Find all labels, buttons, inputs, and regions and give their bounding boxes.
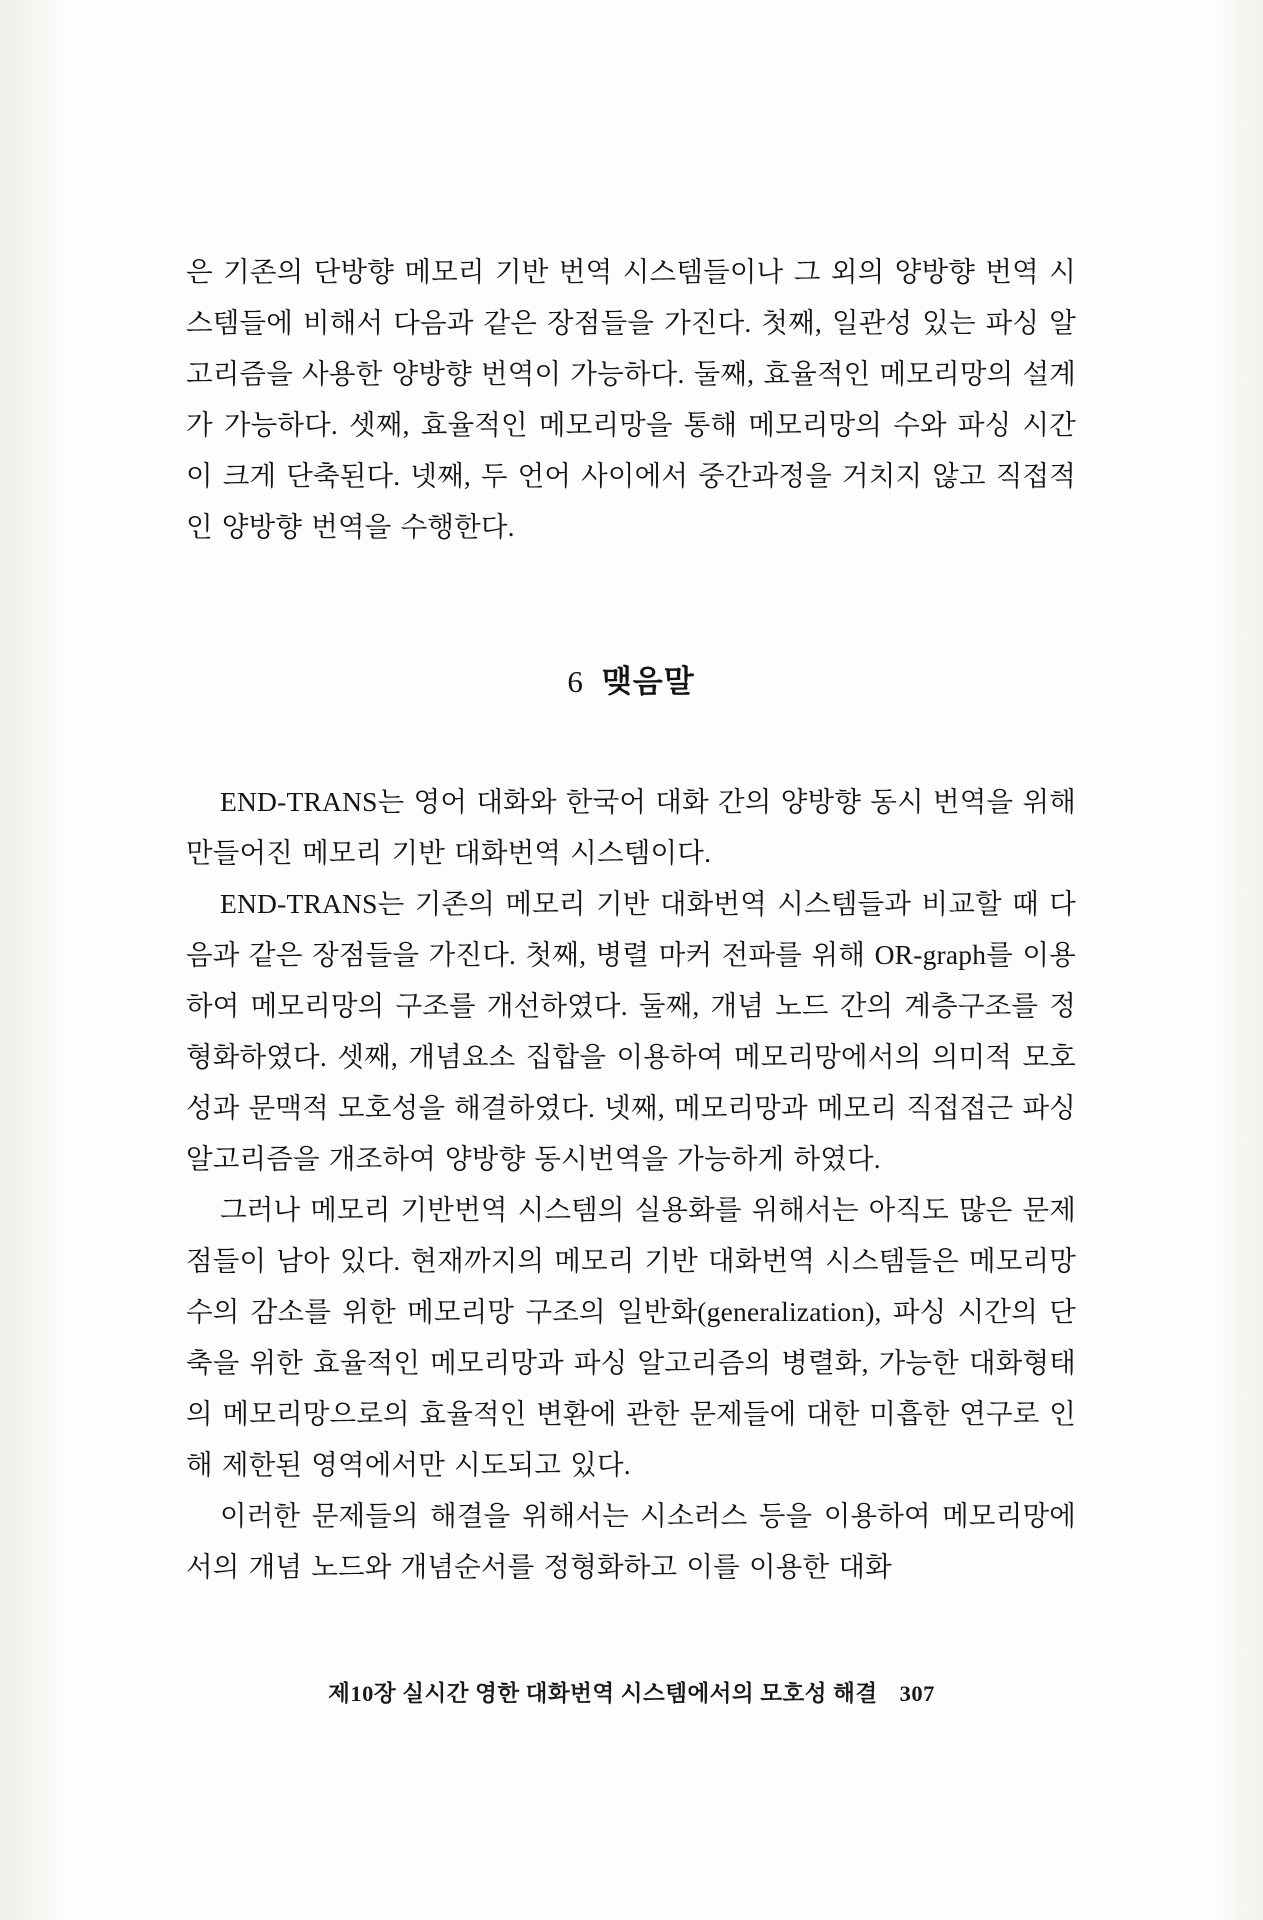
section-heading [186, 660, 1076, 704]
page-content [186, 246, 1076, 1592]
section-number: 6 [567, 664, 584, 699]
section-title: 맺음말 [601, 664, 695, 699]
page-footer [0, 1676, 1263, 1708]
paragraph-2: END-TRANS는 기존의 메모리 기반 대화번역 시스템들과 비교할 때 다음과 같은 장점들을 가진다. 첫째, 병렬 마커 전파를 위해 OR-graph를 이용하여 메모리망의 구조를 개선하였다. 둘째, 개념 노드 간의 계층구조를 정형화하였다. 셋째, 개념요소 집합을 이용하여 메모리망에서의 의미적 모호성과 문맥적 모호성을 해결하였다. 넷째, 메모리망과 메모리 직접접근 파싱 알고리즘을 개조하여 양방향 동시번역을 가능하게 하였다. [186, 888, 1076, 1174]
paragraph-4: 이러한 문제들의 해결을 위해서는 시소러스 등을 이용하여 메모리망에서의 개념 노드와 개념순서를 정형화하고 이를 이용한 대화 [186, 1500, 1076, 1582]
continued-paragraph: 은 기존의 단방향 메모리 기반 번역 시스템들이나 그 외의 양방향 번역 시스템들에 비해서 다음과 같은 장점들을 가진다. 첫째, 일관성 있는 파싱 알고리즘을 사용한 양방향 번역이 가능하다. 둘째, 효율적인 메모리망의 설계가 가능하다. 셋째, 효율적인 메모리망을 통해 메모리망의 수와 파싱 시간이 크게 단축된다. 넷째, 두 언어 사이에서 중간과정을 거치지 않고 직접적인 양방향 번역을 수행한다. [186, 256, 1076, 542]
paragraph-1: END-TRANS는 영어 대화와 한국어 대화 간의 양방향 동시 번역을 위해 만들어진 메모리 기반 대화번역 시스템이다. [186, 786, 1076, 868]
running-title: 제10장 실시간 영한 대화번역 시스템에서의 모호성 해결 [328, 1681, 878, 1706]
paragraph-3: 그러나 메모리 기반번역 시스템의 실용화를 위해서는 아직도 많은 문제점들이 남아 있다. 현재까지의 메모리 기반 대화번역 시스템들은 메모리망 수의 감소를 위한 메모리망 구조의 일반화(generalization), 파싱 시간의 단축을 위한 효율적인 메모리망과 파싱 알고리즘의 병렬화, 가능한 대화형태의 메모리망으로의 효율적인 변환에 관한 문제들에 대한 미흡한 연구로 인해 제한된 영역에서만 시도되고 있다. [186, 1194, 1076, 1480]
spacer-before-heading [186, 552, 1076, 660]
spacer-after-heading [186, 704, 1076, 776]
page-number: 307 [899, 1681, 935, 1706]
